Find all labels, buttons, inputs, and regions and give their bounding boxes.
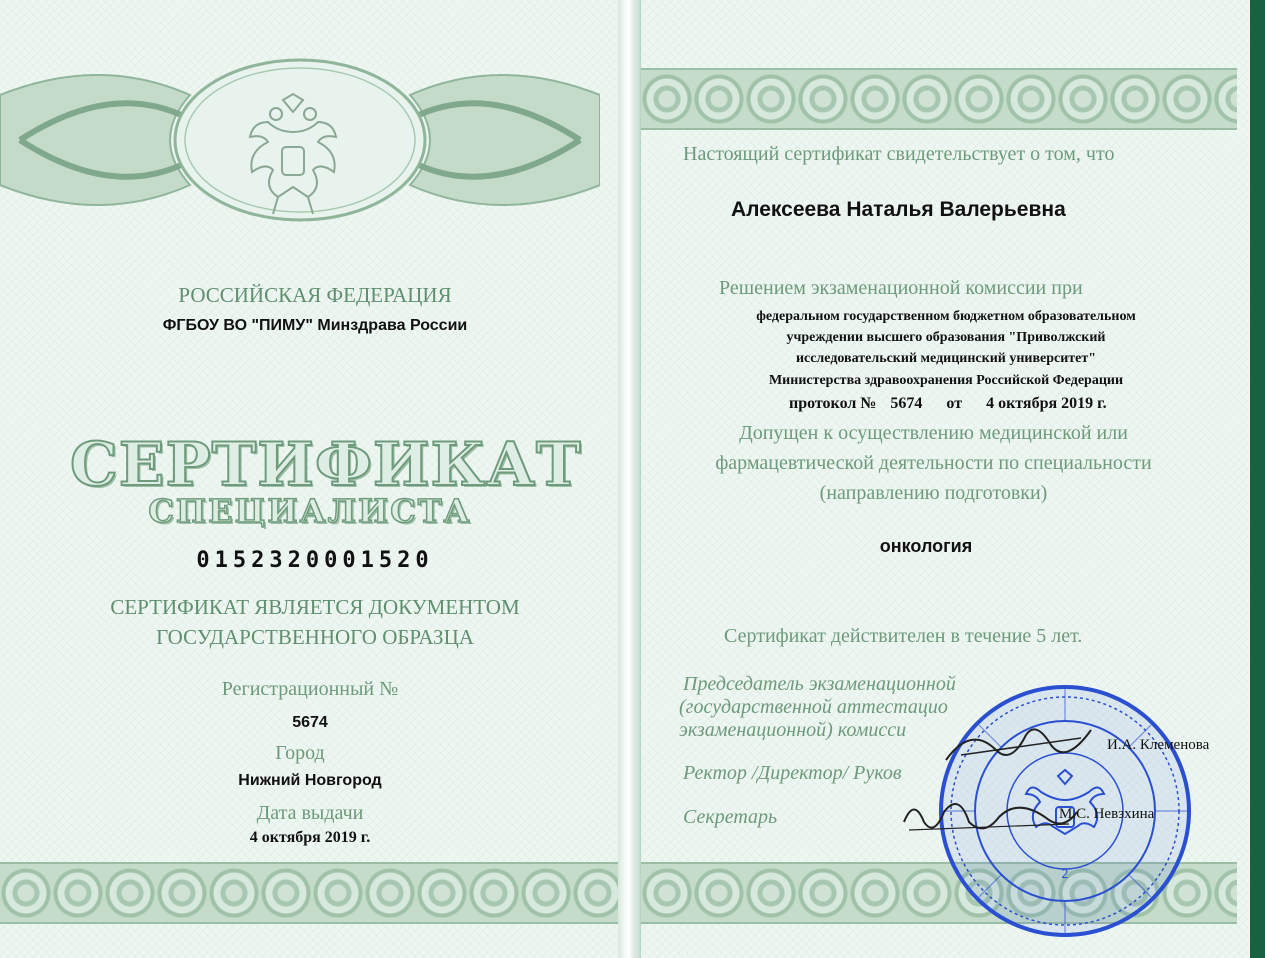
- admission-line3: (направлению подготовки): [819, 482, 1048, 504]
- guilloche-band-top: [641, 68, 1237, 130]
- institution-line4: Министерства здравоохранения Российской Федерации: [768, 373, 1124, 388]
- validity-text: Сертификат действителен в течение 5 лет.: [724, 625, 1083, 647]
- admission-line1: Допущен к осуществлению медицинской или: [739, 422, 1128, 444]
- issue-date-label: Дата выдачи: [256, 802, 364, 824]
- book-spine: [618, 0, 640, 958]
- decision-label: Решением экзаменационной комиссии при: [719, 277, 1083, 299]
- institution-line2: учреждении высшего образования "Приволжский: [786, 330, 1106, 345]
- registration-label: Регистрационный №: [221, 678, 399, 700]
- document-note-line2: ГОСУДАРСТВЕННОГО ОБРАЗЦА: [156, 625, 474, 649]
- holder-name: Алексеева Наталья Валерьевна: [731, 198, 1066, 221]
- issue-date-value: 4 октября 2019 г.: [249, 829, 371, 846]
- document-note-line1: СЕРТИФИКАТ ЯВЛЯЕТСЯ ДОКУМЕНТОМ: [110, 595, 520, 619]
- chair-line2: (государственной аттестацио: [679, 696, 948, 718]
- admission-line2: фармацевтической деятельности по специальности: [715, 452, 1152, 474]
- certificate-left-page: [0, 0, 618, 958]
- protocol-label: протокол №: [789, 395, 877, 412]
- protocol-from: от: [946, 395, 963, 412]
- secretary-name: М.С. Невзхина: [1059, 806, 1155, 822]
- chair-signature: [941, 720, 1101, 770]
- protocol-number: 5674: [890, 395, 923, 412]
- chair-line3: экзаменационной) комисси: [679, 719, 907, 741]
- certificate-number: 0152320001520: [196, 548, 434, 573]
- certificate-right-page: [640, 0, 1251, 958]
- city-label: Город: [275, 742, 325, 764]
- secretary-signature: [899, 792, 1079, 842]
- chair-line1: Председатель экзаменационной: [683, 673, 956, 695]
- institution-line1: федеральном государственном бюджетном образовательном: [756, 309, 1136, 324]
- rector-label: Ректор /Директор/ Руков: [683, 762, 902, 784]
- protocol-line: [789, 395, 1107, 413]
- cover-edge: [1250, 0, 1265, 958]
- country-heading: РОССИЙСКАЯ ФЕДЕРАЦИЯ: [178, 283, 452, 307]
- double-headed-eagle-icon: [238, 92, 348, 222]
- secretary-label: Секретарь: [683, 806, 778, 828]
- certificate-subtitle: СПЕЦИАЛИСТА: [148, 492, 472, 530]
- seal-digit: 2: [1061, 867, 1069, 881]
- registration-value: 5674: [292, 714, 328, 731]
- intro-text: Настоящий сертификат свидетельствует о том, что: [683, 143, 1115, 165]
- specialty-value: онкология: [879, 536, 973, 556]
- protocol-date: 4 октября 2019 г.: [986, 395, 1107, 412]
- organization-name: ФГБОУ ВО "ПИМУ" Минздрава России: [162, 317, 468, 334]
- certificate-title: СЕРТИФИКАТ: [70, 430, 582, 500]
- chair-name: И.А. Клеменова: [1107, 737, 1210, 753]
- city-value: Нижний Новгород: [238, 772, 382, 789]
- guilloche-band-bottom: [0, 862, 618, 924]
- institution-line3: исследовательский медицинский университет": [795, 351, 1097, 366]
